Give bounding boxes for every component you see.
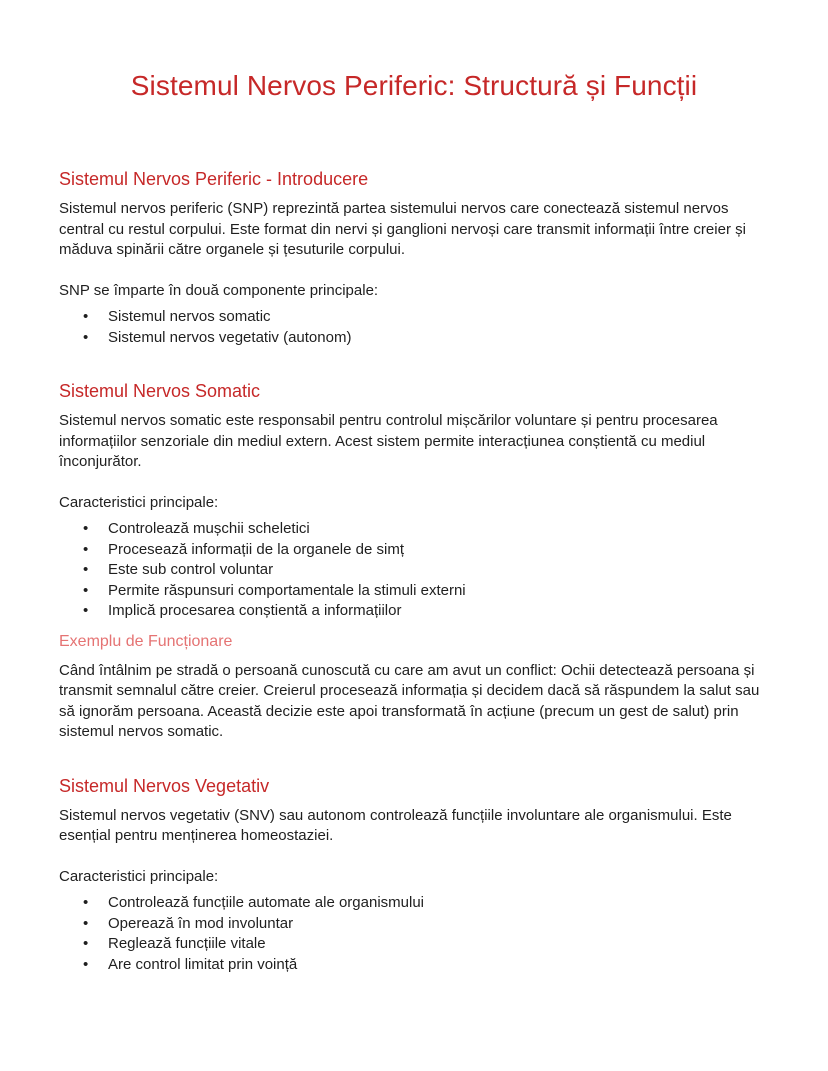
list-item [59,328,769,349]
list-item-text: Este sub control voluntar [108,561,274,578]
list-item [59,581,769,602]
vegetative-lead: Caracteristici principale: [59,867,219,885]
somatic-paragraph: Sistemul nervos somatic este responsabil pentru controlul mișcărilor voluntare și pentru procesarea informațiilor senzoriale din mediul extern. Acest sistem permite interacțiunea conștientă cu mediul înconjurător. [59,412,718,470]
list-item [59,914,769,935]
bullet-icon: • [83,581,89,599]
list-item-text: Controlează mușchii scheletici [108,520,310,537]
bullet-icon: • [83,540,89,558]
section-somatic [59,378,769,743]
list-item-text: Sistemul nervos somatic [108,308,271,325]
list-item-text: Are control limitat prin voință [108,955,298,973]
list-item [59,560,769,581]
example-paragraph: Când întâlnim pe stradă o persoană cunoscută cu care am avut un conflict: Ochii detectează persoana și transmit semnalul către creier. Creierul procesează informația și decidem dacă să răspundem la salut sau să ignorăm persoana. Această decizie este apoi transformată în acțiune (precum un gest de salut) prin sistemul nervos somatic. [59,661,760,740]
list-item-text: Procesează informații de la organele de simț [108,540,404,558]
list-item-text: Implică procesarea conștientă a informațiilor [108,602,402,619]
bullet-icon: • [83,520,89,537]
page-title: Sistemul Nervos Periferic: Structură și Funcții [130,70,698,101]
example-heading: Exemplu de Funcționare [59,632,233,650]
bullet-icon: • [83,308,89,325]
section-heading-vegetativ: Sistemul Nervos Vegetativ [59,775,270,796]
bullet-icon: • [83,561,89,578]
vegetative-bullet-list [59,893,769,975]
vegetative-paragraph: Sistemul nervos vegetativ (SNV) sau autonom controlează funcțiile involuntare ale organismului. Este esențial pentru menținerea homeostaziei. [59,806,732,844]
section-heading-somatic: Sistemul Nervos Somatic [59,381,261,401]
list-item-text: Operează în mod involuntar [108,914,294,932]
section-heading-introducere: Sistemul Nervos Periferic - Introducere [59,169,369,189]
list-item [59,893,769,914]
bullet-icon: • [83,935,89,952]
list-item-text: Sistemul nervos vegetativ (autonom) [108,328,352,346]
list-item-text: Permite răspunsuri comportamentale la stimuli externi [108,581,466,599]
intro-paragraph: Sistemul nervos periferic (SNP) reprezintă partea sistemului nervos care conectează sistemul nervos central cu restul corpului. Este format din nervi și ganglioni nervoși care transmit informații între creier și măduva spinării către organele și țesuturile corpului. [59,200,746,258]
example-block [59,630,769,743]
list-item [59,540,769,561]
section-vegetativ [59,773,769,976]
list-item [59,519,769,540]
bullet-icon: • [83,328,89,346]
somatic-lead: Caracteristici principale: [59,493,219,511]
intro-bullet-list [59,307,769,348]
bullet-icon: • [83,914,89,932]
list-item [59,307,769,328]
list-item-text: Reglează funcțiile vitale [108,935,266,952]
list-item [59,955,769,976]
bullet-icon: • [83,955,89,973]
bullet-icon: • [83,602,89,619]
somatic-bullet-list [59,519,769,622]
section-introducere [59,166,769,348]
bullet-icon: • [83,894,89,911]
list-item [59,601,769,622]
list-item-text: Controlează funcțiile automate ale organismului [108,894,425,911]
intro-lead: SNP se împarte în două componente principale: [59,281,379,299]
list-item [59,934,769,955]
